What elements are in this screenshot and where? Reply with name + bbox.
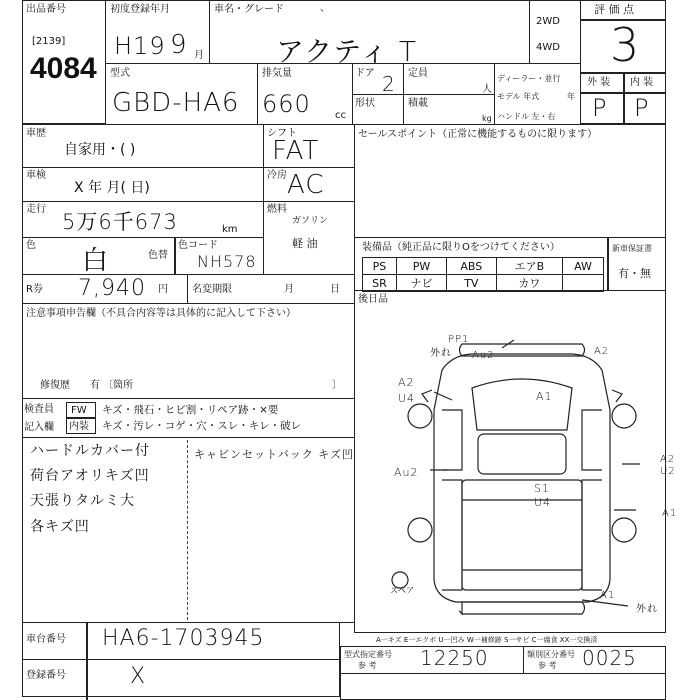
truck-bed (462, 480, 582, 590)
name-change-month: 月 (284, 284, 294, 295)
category-no-value: 0025 (582, 646, 637, 670)
equip-ps: PS (363, 258, 397, 275)
mark-a1-right: A1 (662, 508, 678, 519)
score-value: 3 (610, 18, 641, 72)
inspection-label: 車検 (26, 170, 46, 181)
name-change-day: 日 (330, 284, 340, 295)
chassis-label: 車台番号 (26, 634, 66, 645)
windshield (472, 379, 572, 430)
drive-2wd: 2WD (536, 16, 560, 27)
entry-label: 記入欄 (24, 422, 54, 433)
displacement-unit: cc (335, 110, 346, 121)
auction-sheet (22, 0, 678, 700)
mark-pp1: PP1 (448, 334, 470, 345)
fuel-label: 燃料 (267, 204, 287, 215)
equip-abs: ABS (446, 258, 496, 275)
inspection-value: X 年 月( 日) (74, 180, 150, 196)
car-diagram (382, 330, 662, 620)
sales-point-title: セールスポイント（正常に機能するものに限ります） (358, 129, 598, 140)
mark-au2-top: Au2 (472, 350, 495, 361)
bottom-strip (340, 673, 666, 700)
shift-value: FAT (272, 136, 320, 166)
interior-items: キズ・汚レ・コゲ・穴・スレ・キレ・破レ (102, 420, 302, 432)
fw-label: FW (71, 405, 87, 416)
warranty-title: 新車保証書 (612, 244, 652, 253)
mileage-label: 走行 (26, 204, 46, 215)
mark-hazure-front: 外れ (430, 348, 452, 359)
exterior-grade: P (592, 94, 608, 122)
model-value: GBD-HA6 (112, 88, 240, 118)
mark-a1-roof: A1 (536, 390, 553, 403)
name-grade-label: 車名・グレード (214, 4, 284, 15)
ac-value: AC (287, 170, 325, 200)
fw-items: キズ・飛石・ヒビ割・リペア跡・×要 (102, 404, 279, 416)
equip-sr: SR (363, 275, 397, 292)
warranty-value: 有・無 (618, 267, 651, 280)
damage-legend: A一キズ E一エクボ U一凹み W一補修跡 S一サビ C一腐食 XX一交換済 (376, 636, 598, 644)
equip-airbag: エアB (496, 258, 562, 275)
interior-grade: P (634, 94, 650, 122)
color-code-value: NH578 (197, 252, 257, 271)
plate-label: 登録番号 (26, 670, 66, 681)
first-reg-year: H19 (114, 32, 166, 60)
category-label: 車歴 (26, 128, 46, 139)
wheel-front-left (408, 404, 432, 428)
capacity-unit: 人 (482, 84, 492, 95)
name-grade-dots: 、 (320, 3, 330, 14)
remark-4: 各キズ凹 (30, 519, 90, 535)
name-change-label: 名変期限 (192, 284, 232, 295)
repair-label: 修復歴 (40, 380, 70, 391)
interior-label: 内 装 (630, 77, 654, 88)
color-change-label: 色替 (148, 250, 168, 261)
plate-value: X (130, 664, 147, 689)
type-designation-ref: 参 考 (358, 661, 377, 670)
load-unit: kg (482, 114, 492, 123)
type-designation-value: 12250 (420, 646, 489, 670)
type-designation-label: 型式指定番号 (344, 650, 392, 659)
drive-4wd: 4WD (536, 42, 560, 53)
mark-a2-top-right: A2 (594, 346, 610, 357)
equipment-table (362, 257, 604, 292)
wheel-rear-left (408, 518, 432, 542)
displacement-label: 排気量 (262, 68, 292, 79)
exterior-label: 外 装 (587, 77, 611, 88)
score-label: 評 価 点 (594, 3, 634, 16)
handle-label: ハンドル 左・右 (497, 112, 556, 121)
first-reg-month: 9 (170, 30, 188, 60)
ac-label: 冷房 (267, 170, 287, 181)
capacity-label: 定員 (408, 68, 428, 79)
mark-a2-right: A2 (660, 454, 676, 465)
lot-label: 出品番号 (26, 4, 66, 15)
equip-aw: AW (563, 258, 604, 275)
drive-box (529, 0, 581, 64)
sales-point-box (354, 124, 666, 238)
repair-close: 〕 (332, 380, 342, 391)
wheel-front-right (612, 404, 636, 428)
mark-spare: スペア (390, 586, 414, 595)
mark-a2-left: A2 (398, 376, 415, 389)
car-body-outline (434, 354, 610, 602)
wheel-rear-right (612, 518, 636, 542)
dealer-label: ディーラー・並行 (497, 74, 561, 83)
shape-label: 形状 (355, 98, 375, 109)
remark-right: キャビンセットバック キズ凹 (194, 448, 355, 461)
fuel-gas: ガソリン (292, 216, 329, 226)
mark-u4-bed: U4 (534, 496, 552, 509)
door-label: ドア (355, 68, 375, 79)
equip-pw: PW (396, 258, 446, 275)
equip-leather: カワ (496, 275, 562, 292)
repair-value: 有 〔箇所 (90, 380, 134, 391)
remark-2: 荷台アオリキズ凹 (30, 468, 150, 484)
category-no-ref: 参 考 (538, 661, 557, 670)
color-value: 白 (82, 246, 110, 276)
car-name: アクティ T (276, 35, 417, 68)
rear-items-label: 後日品 (358, 294, 388, 305)
remark-3: 天張りタルミ大 (30, 493, 135, 509)
load-label: 積載 (408, 98, 428, 109)
notes-title: 注意事項申告欄（不具合内容等は具体的に記入して下さい） (26, 308, 296, 319)
mark-a1-rear: A1 (600, 590, 616, 601)
category-value: 自家用・( ) (64, 142, 136, 158)
cabin-roof (478, 434, 566, 474)
month-unit: 月 (194, 50, 204, 61)
rear-bumper (460, 602, 585, 614)
recycle-value: 7,940 (78, 276, 146, 301)
first-reg-label: 初度登録年月 (110, 4, 170, 15)
category-box (22, 124, 264, 168)
equip-tv: TV (446, 275, 496, 292)
equip-navi: ナビ (396, 275, 446, 292)
recycle-label: R券 (26, 284, 43, 295)
mark-hazure-rear: 外れ (636, 604, 658, 615)
lot-code: [2139] (32, 36, 66, 47)
remark-1: ハードルカバー付 (30, 443, 150, 459)
recycle-unit: 円 (158, 284, 168, 295)
mark-s1-bed: S1 (534, 482, 550, 495)
mark-u2-right: U2 (660, 466, 676, 477)
mark-u4-left: U4 (398, 392, 416, 405)
mileage-unit: km (222, 224, 238, 235)
model-year-label: モデル 年式 (497, 92, 540, 101)
mark-au2-side: Au2 (394, 466, 419, 479)
displacement-value: 660 (262, 90, 311, 118)
category-no-label: 類別区分番号 (527, 650, 575, 659)
model-label: 型式 (110, 68, 130, 79)
inspector-label: 検査員 (24, 404, 54, 415)
lot-number: 4084 (30, 52, 97, 85)
equipment-title: 装備品（純正品に限りOをつけてください） (362, 242, 560, 253)
mileage-value: 5万6千673 (62, 210, 178, 234)
door-value: 2 (382, 72, 396, 96)
plate-box (22, 659, 340, 697)
chassis-value: HA6-1703945 (102, 626, 265, 651)
fuel-diesel: 軽 油 (292, 237, 318, 250)
interior-row-label: 内装 (69, 421, 89, 432)
color-code-label: 色コード (178, 240, 218, 251)
equip-blank (563, 275, 604, 292)
model-year-unit: 年 (567, 92, 575, 101)
color-label: 色 (26, 240, 36, 251)
shift-label: シフト (267, 128, 297, 139)
